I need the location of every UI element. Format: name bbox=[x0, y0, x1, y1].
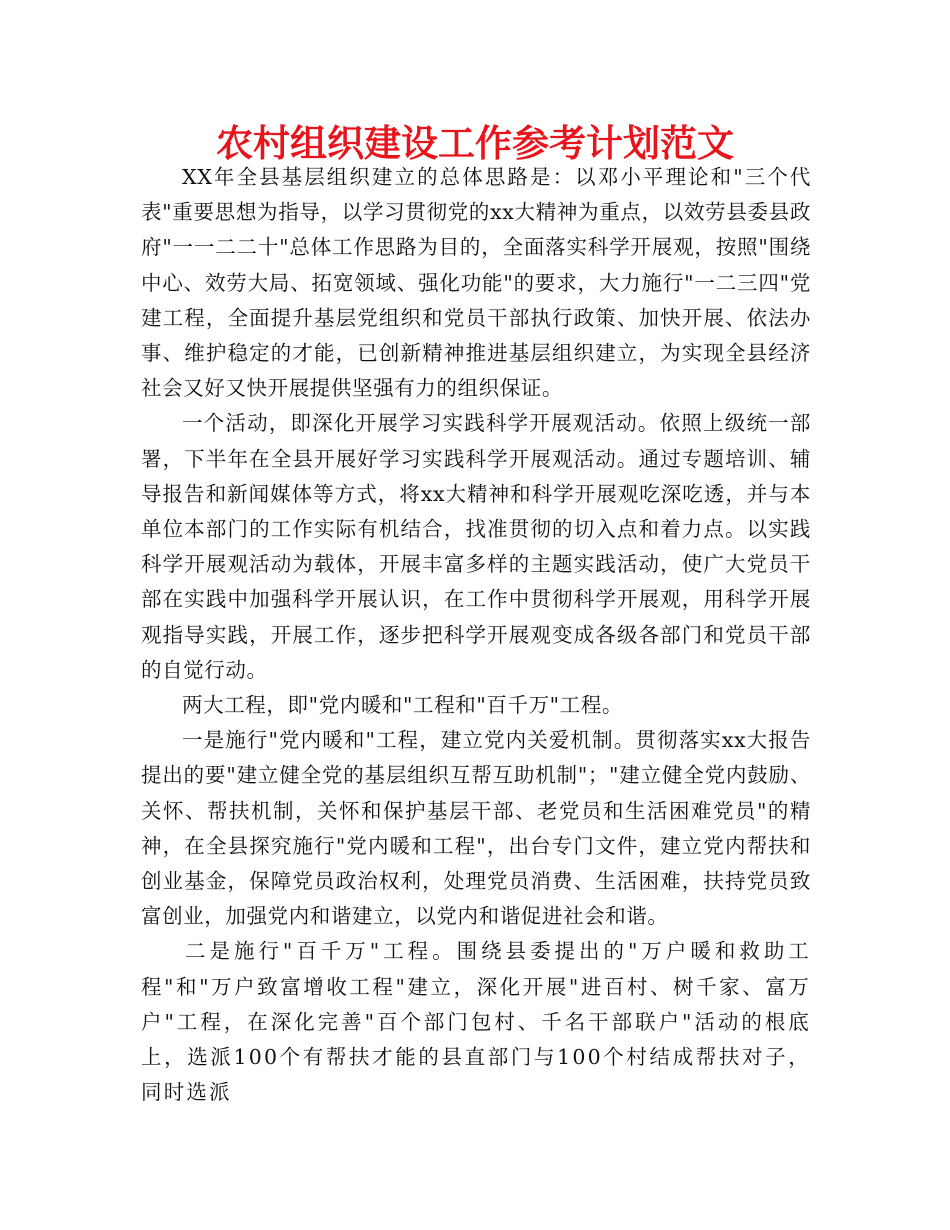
document-body bbox=[141, 160, 811, 1110]
paragraph-two-projects: 两大工程，即"党内暖和"工程和"百千万"工程。 bbox=[182, 693, 624, 718]
paragraph-one-activity: 一个活动，即深化开展学习实践科学开展观活动。依照上级统一部署，下半年在全县开展好学习实践科学开展观活动。通过专题培训、辅导报告和新闻媒体等方式，将xx大精神和科学开展观吃深吃透，并与本单位本部门的工作实际有机结合，找准贯彻的切入点和着力点。以实践科学开展观活动为载体，开展丰富多样的主题实践活动，使广大党员干部在实践中加强科学开展认识，在工作中贯彻科学开展观，用科学开展观指导实践，开展工作，逐步把科学开展观变成各级各部门和党员干部的自觉行动。 bbox=[141, 411, 811, 682]
paragraph-bai-qian-wan-project: 二是施行"百千万"工程。围绕县委提出的"万户暖和救助工程"和"万户致富增收工程"建立，深化开展"进百村、树千家、富万户"工程，在深化完善"百个部门包村、千名干部联户"活动的根底上，选派100个有帮扶才能的县直部门与100个村结成帮扶对子，同时选派 bbox=[141, 939, 811, 1105]
document-title: 农村组织建设工作参考计划范文 bbox=[216, 122, 734, 165]
paragraph-overall-approach: XX年全县基层组织建立的总体思路是：以邓小平理论和"三个代表"重要思想为指导，以学习贯彻党的xx大精神为重点，以效劳县委县政府"一一二二十"总体工作思路为目的，全面落实科学开展观，按照"围绕中心、效劳大局、拓宽领域、强化功能"的要求，大力施行"一二三四"党建工程，全面提升基层党组织和党员干部执行政策、加快开展、依法办事、维护稳定的才能，已创新精神推进基层组织建立，为实现全县经济社会又好又快开展提供坚强有力的组织保证。 bbox=[141, 165, 811, 401]
paragraph-warmth-project: 一是施行"党内暖和"工程，建立党内关爱机制。贯彻落实xx大报告提出的要"建立健全党的基层组织互帮互助机制"；"建立健全党内鼓励、关怀、帮扶机制，关怀和保护基层干部、老党员和生活困难党员"的精神，在全县探究施行"党内暖和工程"，出台专门文件，建立党内帮扶和创业基金，保障党员政治权利，处理党员消费、生活困难，扶持党员致富创业，加强党内和谐建立，以党内和谐促进社会和谐。 bbox=[141, 728, 811, 929]
